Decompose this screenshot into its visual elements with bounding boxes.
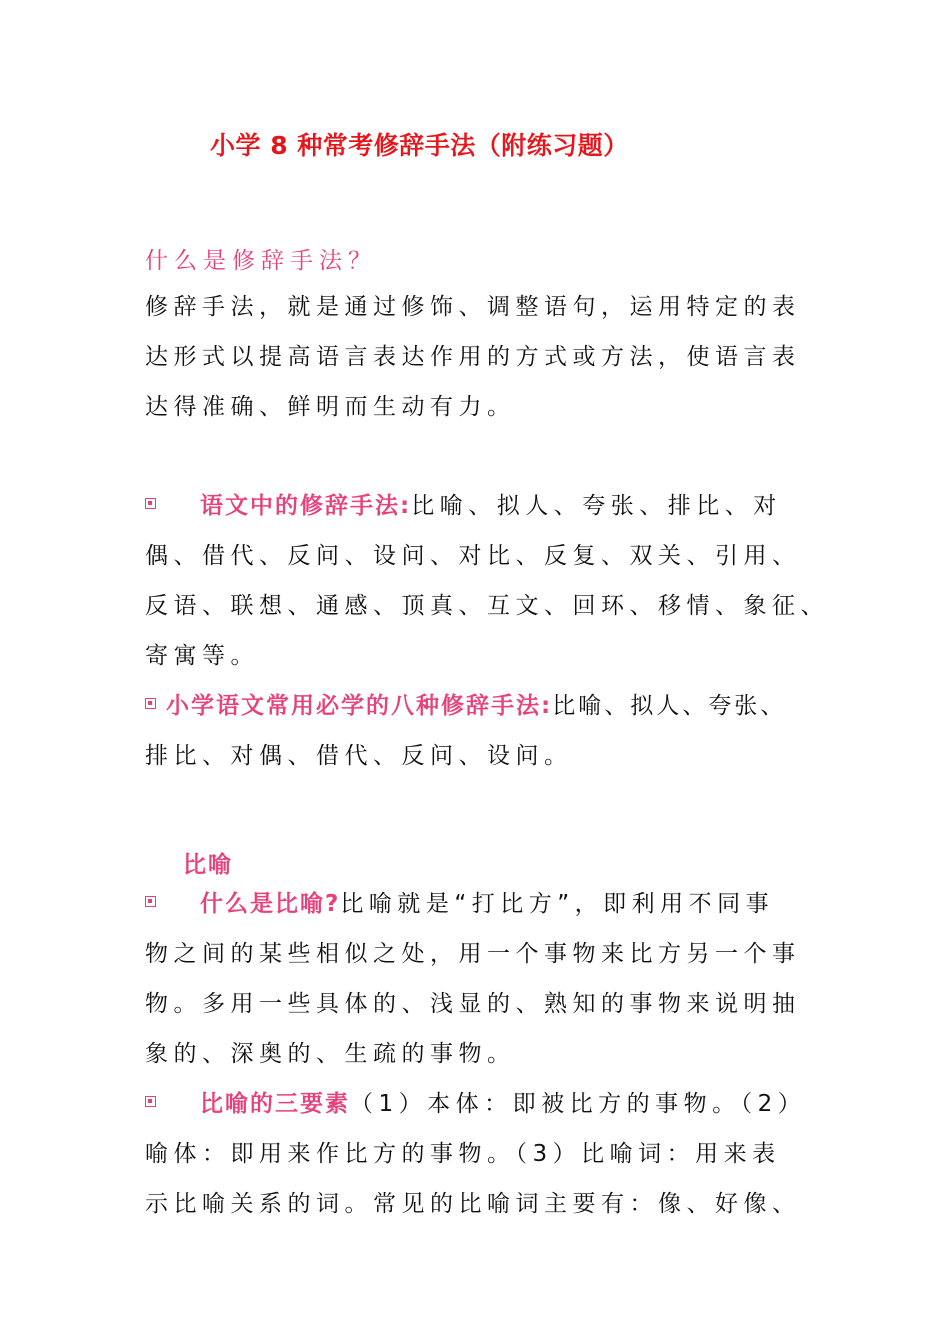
- list1-line-3: 反语、联想、通感、顶真、互文、回环、移情、象征、: [145, 593, 829, 619]
- p2-line-3: 示比喻关系的词。常见的比喻词主要有：像、好像、: [145, 1191, 801, 1217]
- page-title: 小学 8 种常考修辞手法（附练习题）: [210, 131, 629, 160]
- list1-first-text: 比喻、拟人、夸张、排比、对: [411, 493, 782, 519]
- p1-line-3: 物。多用一些具体的、浅显的、熟知的事物来说明抽: [145, 991, 801, 1017]
- p2-line-2: 喻体：即用来作比方的事物。（3）比喻词：用来表: [145, 1141, 781, 1167]
- p1-label: 什么是比喻?: [200, 891, 341, 917]
- intro-line-1: 修辞手法，就是通过修饰、调整语句，运用特定的表: [145, 294, 801, 320]
- list2-first-line: [145, 691, 786, 721]
- intro-line-3: 达得准确、鲜明而生动有力。: [145, 394, 516, 420]
- p2-first-line: [145, 1089, 806, 1119]
- list2-first-text: 比喻、拟人、夸张、: [552, 693, 787, 719]
- p1-line-4: 象的、深奥的、生疏的事物。: [145, 1041, 516, 1067]
- p2-label: 比喻的三要素: [200, 1091, 350, 1117]
- square-bullet-icon: [145, 896, 156, 907]
- square-bullet-icon: [145, 1096, 156, 1107]
- p1-line-2: 物之间的某些相似之处，用一个事物来比方另一个事: [145, 941, 801, 967]
- list2-label: 小学语文常用必学的八种修辞手法:: [166, 693, 553, 719]
- p1-first-text: 比喻就是“打比方”，即利用不同事: [340, 891, 775, 917]
- square-bullet-icon: [145, 498, 156, 509]
- intro-heading: 什么是修辞手法？: [145, 248, 377, 274]
- intro-line-2: 达形式以提高语言表达作用的方式或方法，使语言表: [145, 344, 801, 370]
- list1-first-line: [145, 491, 782, 521]
- list1-line-2: 偶、借代、反问、设问、对比、反复、双关、引用、: [145, 543, 801, 569]
- square-bullet-icon: [145, 698, 156, 709]
- p2-first-text: （1）本体：即被比方的事物。（2）: [350, 1091, 807, 1117]
- section-title: 比喻: [183, 852, 233, 878]
- p1-first-line: [145, 889, 774, 919]
- list1-label: 语文中的修辞手法:: [200, 493, 412, 519]
- list1-line-4: 寄寓等。: [145, 643, 259, 669]
- list2-line-2: 排比、对偶、借代、反问、设问。: [145, 743, 573, 769]
